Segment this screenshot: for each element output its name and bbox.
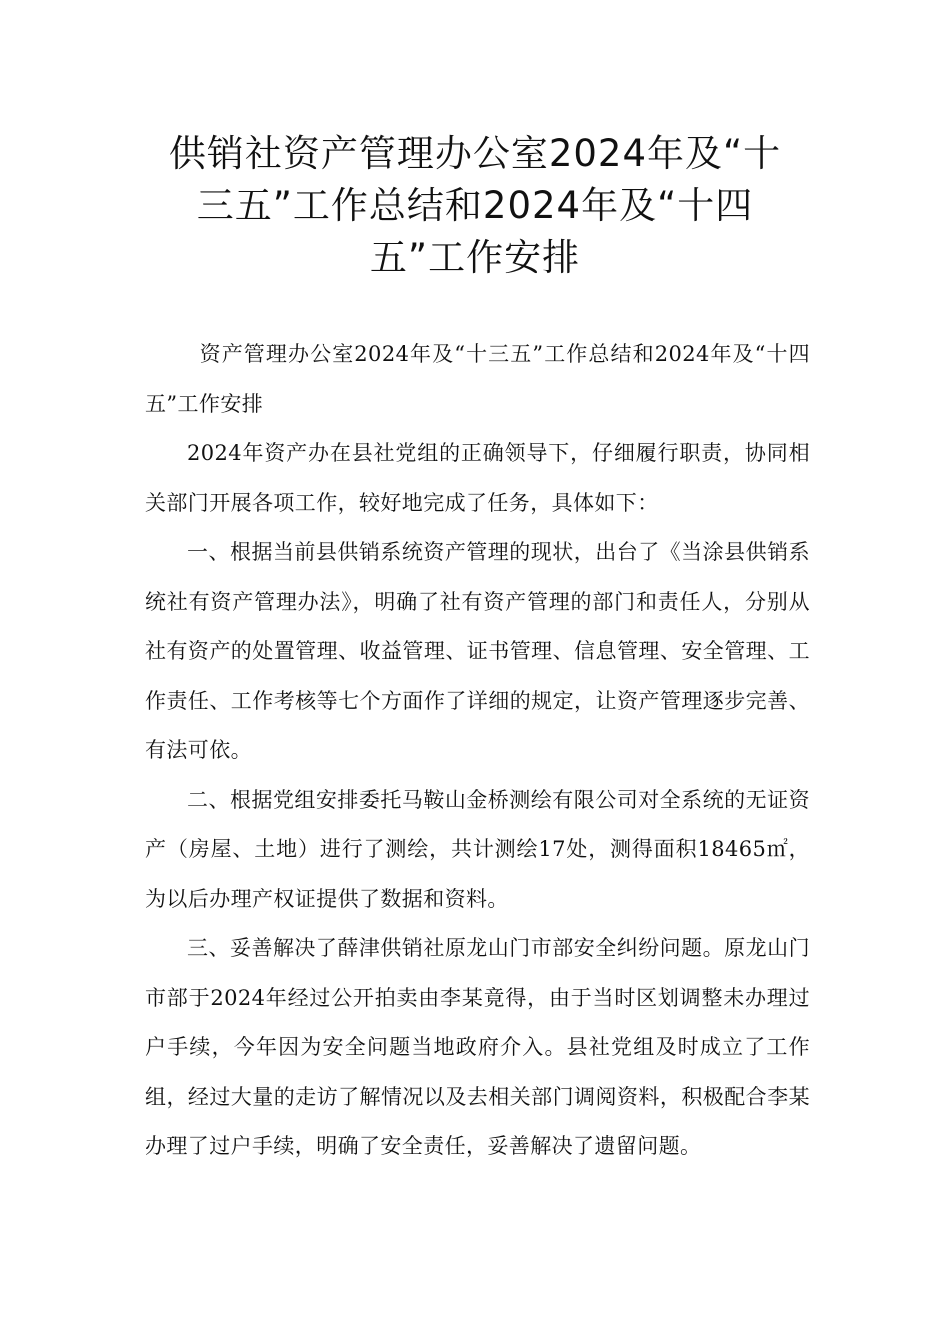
paragraph-item-2: 二、根据党组安排委托马鞍山金桥测绘有限公司对全系统的无证资产（房屋、土地）进行了测绘，共计测绘17处，测得面积18465㎡，为以后办理产权证提供了数据和资料。	[145, 787, 810, 911]
paragraph-item-1: 一、根据当前县供销系统资产管理的现状，出台了《当涂县供销系统社有资产管理办法》，明确了社有资产管理的部门和责任人，分别从社有资产的处置管理、收益管理、证书管理、信息管理、安全管理、工作责任、工作考核等七个方面作了详细的规定，让资产管理逐步完善、有法可依。	[145, 540, 810, 762]
title-line-3: 五”工作安排	[369, 236, 581, 279]
title-line-2: 三五”工作总结和2024年及“十四	[196, 184, 754, 227]
paragraph-intro: 2024年资产办在县社党组的正确领导下，仔细履行职责，协同相关部门开展各项工作，较好地完成了任务，具体如下：	[145, 441, 810, 515]
paragraph-subtitle: 资产管理办公室2024年及“十三五”工作总结和2024年及“十四五”工作安排	[145, 342, 810, 416]
title-line-1: 供销社资产管理办公室2024年及“十	[168, 132, 782, 175]
document-body	[145, 330, 810, 1172]
document-title	[120, 128, 830, 284]
paragraph-item-3: 三、妥善解决了薛津供销社原龙山门市部安全纠纷问题。原龙山门市部于2024年经过公开拍卖由李某竟得，由于当时区划调整未办理过户手续，今年因为安全问题当地政府介入。县社党组及时成立了工作组，经过大量的走访了解情况以及去相关部门调阅资料，积极配合李某办理了过户手续，明确了安全责任，妥善解决了遗留问题。	[145, 936, 810, 1158]
